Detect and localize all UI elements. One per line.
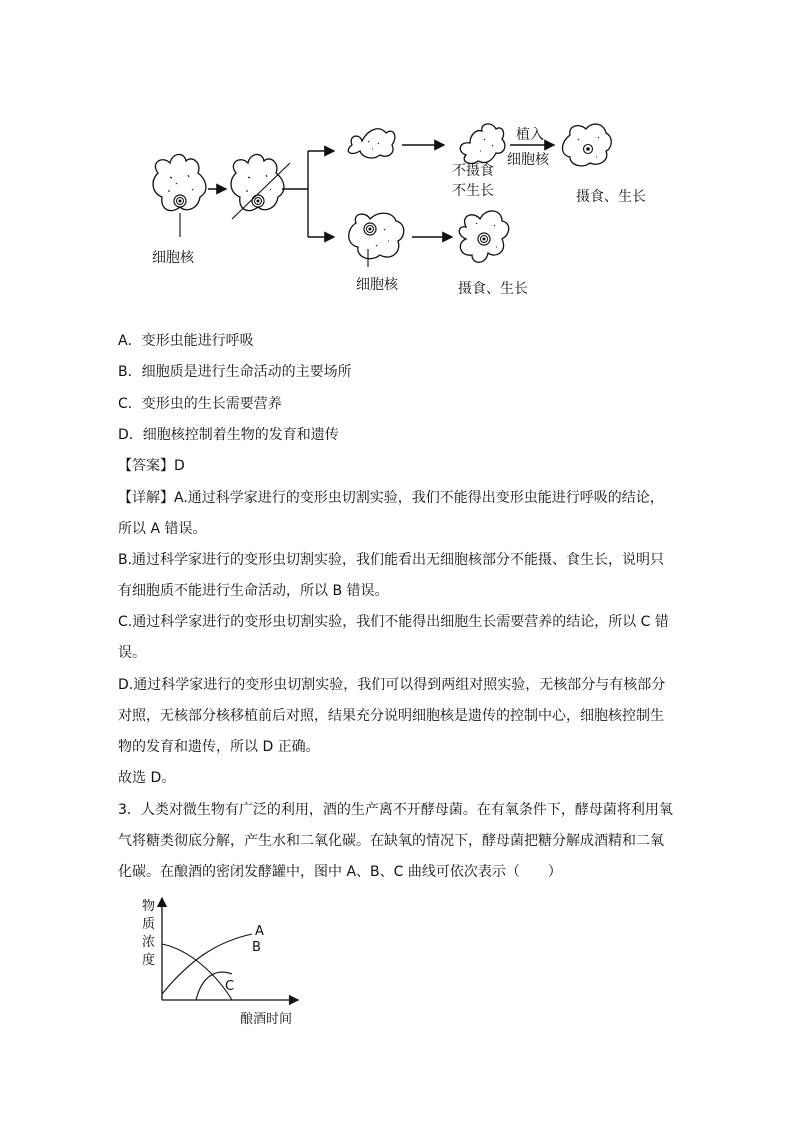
explanation-line: 【详解】A.通过科学家进行的变形虫切割实验，我们不能得出变形虫能进行呼吸的结论， <box>118 490 664 506</box>
option-c: C．变形虫的生长需要营养 <box>118 396 282 412</box>
curve-a <box>162 934 252 994</box>
amoeba-no-nucleus <box>348 129 395 158</box>
explanation-line: 所以 A 错误。 <box>118 521 207 537</box>
explanation-line: 物的发育和遗传，所以 D 正确。 <box>118 739 320 755</box>
label-implant-bottom: 细胞核 <box>507 152 549 168</box>
answer: 【答案】D <box>118 458 185 474</box>
option-a: A．变形虫能进行呼吸 <box>118 333 254 349</box>
amoeba-whole <box>153 154 206 237</box>
graph-y-label: 质 <box>142 917 156 932</box>
graph-curve-c-label: C <box>225 979 235 994</box>
label-feed-grow-top: 摄食、生长 <box>576 189 646 205</box>
amoeba-cut <box>231 154 290 219</box>
explanation-line: 误。 <box>118 645 146 661</box>
question-3-line: 3．人类对微生物有广泛的利用，酒的生产离不开酵母菌。在有氧条件下，酵母菌将利用氧 <box>118 802 673 818</box>
graph-y-label: 物 <box>142 899 156 914</box>
label-implant-top: 植入 <box>516 127 544 143</box>
graph-curve-a-label: A <box>255 924 264 939</box>
explanation-line: 对照，无核部分核移植前后对照，结果充分说明细胞核是遗传的控制中心，细胞核控制生 <box>118 708 664 724</box>
label-nucleus-left: 细胞核 <box>152 250 194 266</box>
explanation-line: 有细胞质不能进行生命活动，所以 B 错误。 <box>118 583 389 599</box>
label-nucleus-bottom: 细胞核 <box>356 277 398 293</box>
explanation-line: C.通过科学家进行的变形虫切割实验，我们不能得出细胞生长需要营养的结论，所以 C 错 <box>118 614 669 630</box>
amoeba-no-nucleus-2 <box>460 124 505 164</box>
amoeba-experiment-diagram <box>140 115 660 305</box>
graph-y-label: 度 <box>142 953 156 968</box>
question-3-line: 化碳。在酿酒的密闭发酵罐中，图中 A、B、C 曲线可依次表示（ ） <box>118 864 562 880</box>
amoeba-growing <box>459 211 509 262</box>
graph-y-label: 浓 <box>142 935 156 950</box>
amoeba-implanted <box>563 124 612 166</box>
graph-curve-b-label: B <box>252 940 261 955</box>
amoeba-with-nucleus <box>349 213 404 267</box>
label-feed-grow-bottom: 摄食、生长 <box>458 281 528 297</box>
option-b: B．细胞质是进行生命活动的主要场所 <box>118 364 352 380</box>
graph-x-label: 酿酒时间 <box>240 1012 293 1027</box>
question-3-line: 气将糖类彻底分解，产生水和二氧化碳。在缺氧的情况下，酵母菌把糖分解成酒精和二氧 <box>118 833 664 849</box>
label-no-feed: 不摄食 <box>452 163 494 179</box>
explanation-line: 故选 D。 <box>118 770 176 786</box>
label-no-grow: 不生长 <box>452 183 494 199</box>
option-d: D．细胞核控制着生物的发育和遗传 <box>118 427 339 443</box>
explanation-line: B.通过科学家进行的变形虫切割实验，我们能看出无细胞核部分不能摄、食生长，说明只 <box>118 552 665 568</box>
explanation-line: D.通过科学家进行的变形虫切割实验，我们可以得到两组对照实验，无核部分与有核部分 <box>118 677 666 693</box>
